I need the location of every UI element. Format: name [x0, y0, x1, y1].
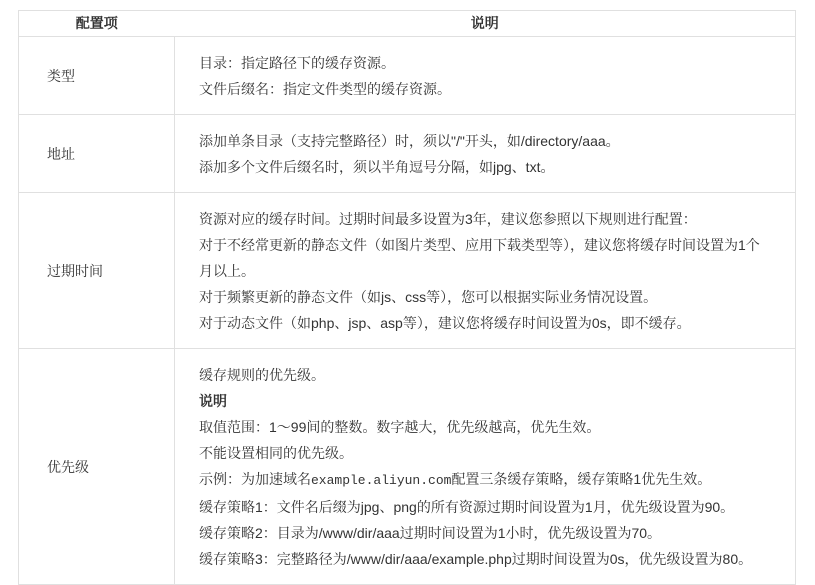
table-body [19, 37, 796, 585]
text-segment: 缓存策略3：完整路径为/www/dir/aaa/example.php过期时间设置为0s，优先级设置为80。 [199, 551, 753, 567]
text-segment: 对于动态文件（如php、jsp、asp等），建议您将缓存时间设置为0s，即不缓存。 [199, 315, 691, 331]
column-header-description: 说明 [175, 11, 796, 37]
description-line [199, 520, 771, 546]
description-line [199, 362, 771, 388]
text-segment: 目录：指定路径下的缓存资源。 [199, 55, 395, 71]
description-line [199, 154, 771, 180]
description-cell [175, 115, 796, 193]
text-segment: 资源对应的缓存时间。过期时间最多设置为3年，建议您参照以下规则进行配置： [199, 211, 697, 227]
table-row [19, 193, 796, 349]
table-row [19, 37, 796, 115]
description-line [199, 440, 771, 466]
description-cell [175, 349, 796, 585]
description-line [199, 232, 771, 284]
description-cell [175, 193, 796, 349]
description-line [199, 50, 771, 76]
column-header-config-item: 配置项 [19, 11, 175, 37]
text-segment: 对于频繁更新的静态文件（如js、css等），您可以根据实际业务情况设置。 [199, 289, 658, 305]
description-line [199, 206, 771, 232]
table-header [19, 11, 796, 37]
description-line [199, 494, 771, 520]
text-segment: 示例：为加速域名 [199, 471, 311, 487]
description-line [199, 414, 771, 440]
description-line [199, 388, 771, 414]
text-segment: 添加多个文件后缀名时，须以半角逗号分隔，如jpg、txt。 [199, 159, 555, 175]
header-row [19, 11, 796, 37]
text-segment: 缓存规则的优先级。 [199, 367, 325, 383]
description-cell [175, 37, 796, 115]
description-line [199, 546, 771, 572]
text-segment: 文件后缀名：指定文件类型的缓存资源。 [199, 81, 451, 97]
table-row [19, 349, 796, 585]
text-segment: 不能设置相同的优先级。 [199, 445, 353, 461]
description-line [199, 128, 771, 154]
description-line [199, 284, 771, 310]
table-row [19, 115, 796, 193]
inline-code: example.aliyun.com [311, 473, 452, 488]
note-label: 说明 [199, 393, 227, 409]
text-segment: 配置三条缓存策略，缓存策略1优先生效。 [451, 471, 712, 487]
text-segment: 对于不经常更新的静态文件（如图片类型、应用下载类型等），建议您将缓存时间设置为1个月以上。 [199, 237, 760, 279]
text-segment: 缓存策略2：目录为/www/dir/aaa过期时间设置为1小时，优先级设置为70。 [199, 525, 662, 541]
config-item-cell: 类型 [19, 37, 175, 115]
config-item-cell: 优先级 [19, 349, 175, 585]
description-line [199, 466, 771, 494]
text-segment: 添加单条目录（支持完整路径）时，须以"/"开头，如/directory/aaa。 [199, 133, 620, 149]
description-line [199, 310, 771, 336]
cache-config-table [18, 10, 796, 585]
config-item-cell: 过期时间 [19, 193, 175, 349]
description-line [199, 76, 771, 102]
text-segment: 缓存策略1：文件名后缀为jpg、png的所有资源过期时间设置为1月，优先级设置为90。 [199, 499, 735, 515]
text-segment: 取值范围：1～99间的整数。数字越大，优先级越高，优先生效。 [199, 419, 601, 435]
config-item-cell: 地址 [19, 115, 175, 193]
